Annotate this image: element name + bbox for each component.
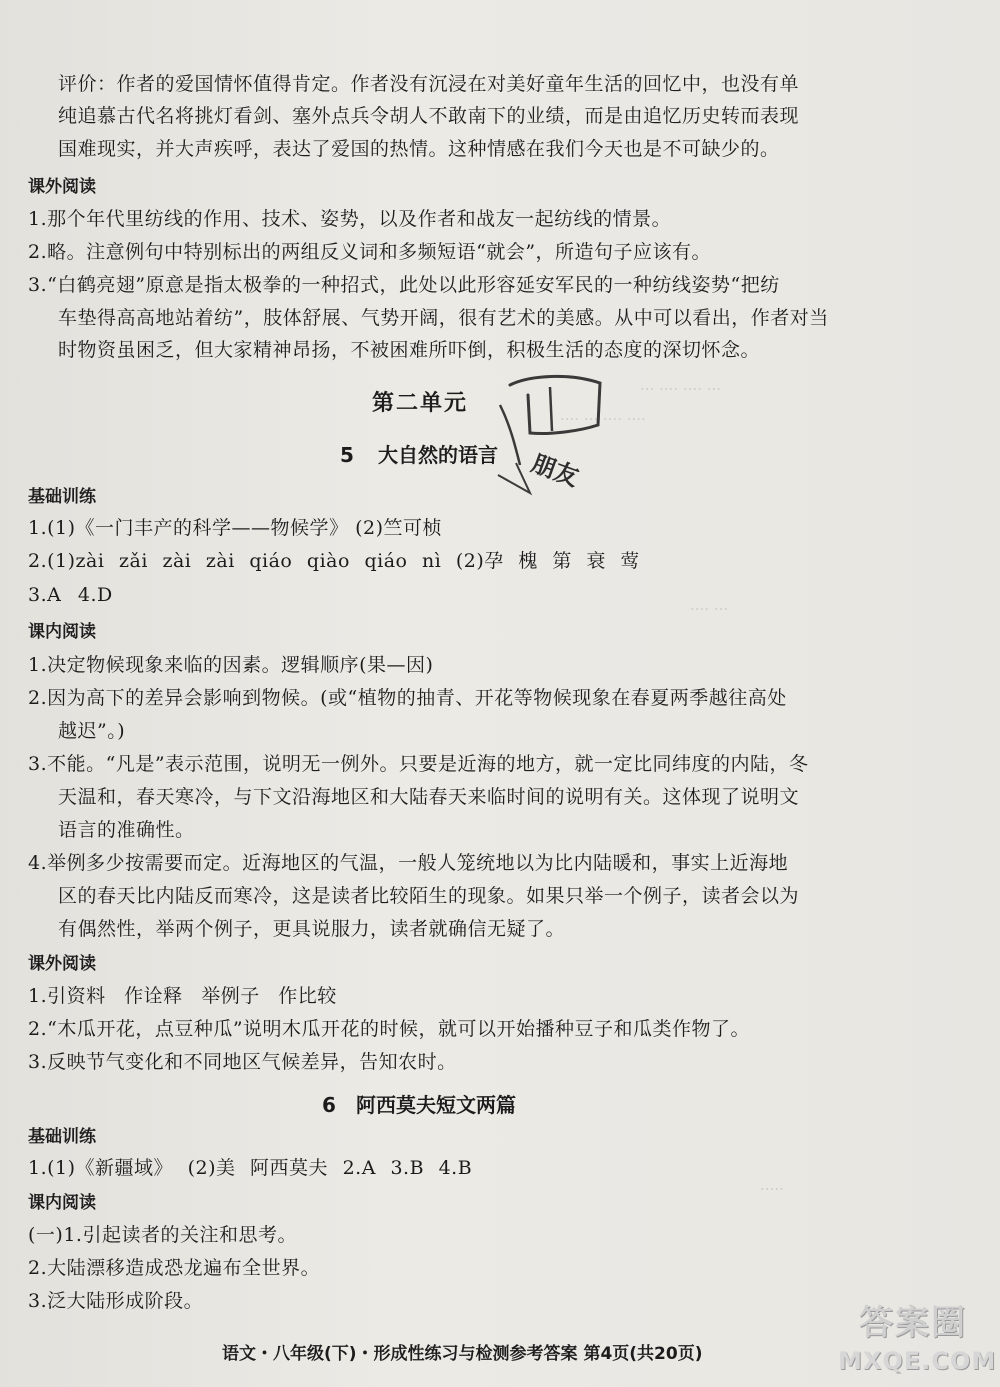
lesson-number: 5	[340, 443, 354, 467]
site-watermark	[838, 1295, 997, 1381]
text-line: 3.不能。“凡是”表示范围，说明无一例外。只要是近海的地方，就一定比同纬度的内陆，冬	[28, 753, 809, 775]
bleed-through-text: ··· ···· ···· ···	[640, 380, 722, 398]
text-line: 4.举例多少按需要而定。近海地区的气温，一般人笼统地以为比内陆暖和，事实上近海地	[28, 852, 789, 874]
text-line: 1.(1)《一门丰产的科学——物候学》 (2)竺可桢	[28, 517, 442, 539]
watermark-logo-text: 答案圈	[859, 1303, 967, 1343]
unit-title: 第二单元	[372, 391, 469, 416]
text-line: 2.(1)zài zǎi zài zài qiáo qiào qiáo nì (2)孕 槐 第 衰 莺	[28, 550, 640, 572]
lesson-title: 大自然的语言	[378, 443, 498, 467]
section-heading: 课外阅读	[28, 177, 96, 197]
bleed-through-text: ·····	[760, 1180, 784, 1198]
text-line: 天温和，春天寒冷，与下文沿海地区和大陆春天来临时间的说明有关。这体现了说明文	[58, 786, 800, 808]
stamp-scribble	[470, 365, 630, 515]
text-line: 3.“白鹤亮翅”原意是指太极拳的一种招式，此处以此形容延安军民的一种纺线姿势“把纺	[28, 274, 780, 296]
text-line: 1.引资料 作诠释 举例子 作比较	[28, 985, 337, 1007]
text-line: 车垫得高高地站着纺”，肢体舒展、气势开阔，很有艺术的美感。从中可以看出，作者对当	[58, 307, 829, 329]
text-line: 1.决定物候现象来临的因素。逻辑顺序(果—因)	[28, 654, 434, 676]
text-line: 时物资虽困乏，但大家精神昂扬，不被困难所吓倒，积极生活的态度的深切怀念。	[58, 339, 761, 361]
stamp-text: 朋友	[527, 448, 583, 492]
section-heading: 基础训练	[28, 487, 96, 507]
text-line: 国难现实，并大声疾呼，表达了爱国的热情。这种情感在我们今天也是不可缺少的。	[58, 138, 780, 160]
text-line: 2.略。注意例句中特别标出的两组反义词和多频短语“就会”，所造句子应该有。	[28, 241, 712, 263]
text-line: 区的春天比内陆反而寒冷，这是读者比较陌生的现象。如果只举一个例子，读者会以为	[58, 885, 800, 907]
text-line: 2.“木瓜开花，点豆种瓜”说明木瓜开花的时候，就可以开始播种豆子和瓜类作物了。	[28, 1018, 751, 1040]
section-heading: 课内阅读	[28, 1193, 96, 1213]
page-footer: 语文・八年级(下)・形成性练习与检测参考答案 第4页(共20页)	[222, 1344, 703, 1364]
section-heading: 基础训练	[28, 1127, 96, 1147]
bleed-through-text: ···· ··· ···· ····	[560, 410, 646, 428]
text-line: 1.(1)《新疆域》 (2)美 阿西莫夫 2.A 3.B 4.B	[28, 1157, 473, 1179]
text-line: 越迟”。)	[58, 720, 126, 742]
text-line: 3.反映节气变化和不同地区气候差异，告知农时。	[28, 1051, 457, 1073]
section-heading: 课外阅读	[28, 954, 96, 974]
text-line: 3.A 4.D	[28, 584, 113, 606]
watermark-url: MXQE.COM	[838, 1347, 997, 1375]
text-line: 2.大陆漂移造成恐龙遍布全世界。	[28, 1257, 321, 1279]
section-heading: 课内阅读	[28, 622, 96, 642]
text-line: 纯追慕古代名将挑灯看剑、塞外点兵令胡人不敢南下的业绩，而是由追忆历史转而表现	[58, 105, 800, 127]
text-line: 评价：作者的爱国情怀值得肯定。作者没有沉浸在对美好童年生活的回忆中，也没有单	[58, 73, 800, 95]
text-line: 语言的准确性。	[58, 819, 195, 841]
bleed-through-text: ···· ···	[690, 600, 729, 618]
text-line: 1.那个年代里纺线的作用、技术、姿势，以及作者和战友一起纺线的情景。	[28, 208, 672, 230]
text-line: 有偶然性，举两个例子，更具说服力，读者就确信无疑了。	[58, 918, 566, 940]
lesson-number: 6	[322, 1093, 336, 1117]
text-line: 3.泛大陆形成阶段。	[28, 1290, 204, 1312]
text-line: 2.因为高下的差异会影响到物候。(或“植物的抽青、开花等物候现象在春夏两季越往高处	[28, 687, 787, 709]
lesson-title: 阿西莫夫短文两篇	[356, 1093, 516, 1117]
text-line: (一)1.引起读者的关注和思考。	[28, 1224, 297, 1246]
